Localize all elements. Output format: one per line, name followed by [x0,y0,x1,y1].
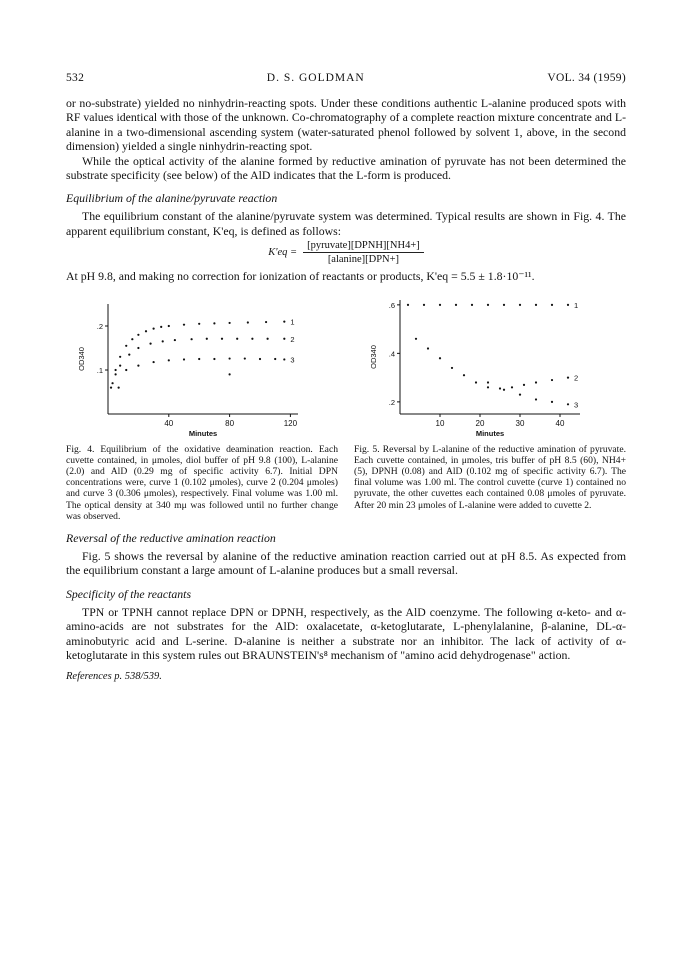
references-note: References p. 538/539. [66,670,162,682]
data-point [567,403,569,405]
section-heading-specificity: Specificity of the reactants [66,586,192,601]
page-number: 532 [66,72,85,84]
x-tick-label: 120 [283,418,298,428]
paragraph-2: While the optical activity of the alanine formed by reductive amination of pyruvate has not been determined the substrate specificity (see below) of the AlD indicates that the L-form is produced. [66,153,626,183]
y-axis-label: OD340 [369,344,378,369]
data-point [451,366,453,368]
y-tick-label: .4 [388,349,395,359]
data-point [162,340,164,342]
data-point [229,357,231,359]
x-tick-label: 10 [435,418,445,428]
data-point [137,364,139,366]
figure-5 [354,292,626,522]
figure-5-caption: Fig. 5. Reversal by L-alanine of the reductive amination of pyruvate. Each cuvette contained, in μmoles, tris buffer of pH 8.5 (60), NH4+ (5), DPNH (0.08) and AlD (0.102 mg of specific activity 6.7). The final volume was 1.00 ml. The control cuvette (curve 1) contained no pyruvate, the other cuvettes each contained 0.08 μmoles of pyruvate. After 20 min 23 μmoles of L-alanine were added to cuvette 2. [354,443,626,511]
figure-4-caption: Fig. 4. Equilibrium of the oxidative deamination reaction. Each cuvette contained, in μmoles, diol buffer of pH 9.8 (100), L-alanine (2.0) and AlD (0.29 mg of specific activity 6.7). Initial DPN concentrations were, curve 1 (0.102 μmoles), curve 2 (0.204 μmoles) and curve 3 (0.306 μmoles), respectively. Final volume was 1.00 ml. The optical density at 340 mμ was followed until no further change was observed. [66,443,338,522]
data-point [475,381,477,383]
paragraph-3: The equilibrium constant of the alanine/pyruvate system was determined. Typical results are shown in Fig. 4. The apparent equilibrium constant, K'eq, is defined as follows: [66,209,626,238]
equation-numerator: [pyruvate][DPNH][NH4+] [303,240,424,253]
data-point [535,303,537,305]
data-point [551,379,553,381]
y-tick-label: .1 [96,365,103,375]
data-point [523,383,525,385]
running-head-author: D. S. GOLDMAN [266,72,365,84]
data-point [160,325,162,327]
data-point [265,321,267,323]
data-point [115,373,117,375]
data-point [137,347,139,349]
data-point [567,303,569,305]
data-point [111,382,113,384]
data-point [110,386,112,388]
data-point [535,398,537,400]
data-point [283,337,285,339]
data-point [427,347,429,349]
series-label: 3 [574,399,579,409]
data-point [407,303,409,305]
series-label: 2 [574,373,579,383]
data-point [213,358,215,360]
series-label: 2 [290,334,295,344]
data-point [415,337,417,339]
data-point [487,381,489,383]
data-point [191,338,193,340]
data-point [131,338,133,340]
data-point [119,364,121,366]
data-point [503,388,505,390]
x-tick-label: 80 [225,418,235,428]
x-tick-label: 30 [515,418,525,428]
paragraph-1: or no-substrate) yielded no ninhydrin-reacting spots. Under these conditions authentic L-alanine produced spots with RF values identical with those of the unknown. Co-chromatography of a complete reaction mixture concentrate and L-alanine in a two-dimensional ascending system (water-saturated phenol followed by solvent 1, above, in the second dimension) yielded a single ninhydrin-reacting spot. [66,96,626,154]
section-heading-equilibrium: Equilibrium of the alanine/pyruvate reaction [66,191,278,206]
data-point [511,386,513,388]
data-point [471,303,473,305]
series-label: 1 [574,300,579,310]
y-tick-label: .2 [388,397,395,407]
data-point [221,337,223,339]
data-point [251,337,253,339]
data-point [168,359,170,361]
data-point [119,355,121,357]
data-point [463,374,465,376]
data-point [519,303,521,305]
data-point [487,303,489,305]
data-point [247,321,249,323]
data-point [229,373,231,375]
data-point [487,386,489,388]
x-axis-label: Minutes [475,428,505,438]
equilibrium-equation [66,240,626,265]
data-point [567,376,569,378]
data-point [125,369,127,371]
x-axis-label: Minutes [188,428,218,438]
data-point [149,342,151,344]
data-point [236,337,238,339]
data-point [125,344,127,346]
data-point [174,339,176,341]
equation-lhs: K'eq = [268,247,298,259]
page-header [66,72,626,84]
x-tick-label: 40 [555,418,565,428]
data-point [198,322,200,324]
section-heading-reversal: Reversal of the reductive amination reaction [66,531,276,546]
data-point [244,357,246,359]
journal-page [66,72,626,682]
data-point [213,322,215,324]
y-axis-label: OD340 [77,346,86,371]
figure-4 [66,292,338,522]
data-point [267,337,269,339]
data-point [153,361,155,363]
equation-denominator: [alanine][DPN+] [327,254,400,266]
data-point [128,353,130,355]
data-point [115,369,117,371]
data-point [423,303,425,305]
data-point [551,303,553,305]
data-point [551,400,553,402]
data-point [229,321,231,323]
data-point [499,387,501,389]
figure-4-chart [66,292,338,442]
data-point [439,303,441,305]
data-point [439,357,441,359]
y-tick-label: .2 [96,321,103,331]
data-point [153,327,155,329]
data-point [519,393,521,395]
figure-5-chart [354,292,626,442]
series-label: 1 [290,317,295,327]
data-point [183,358,185,360]
paragraph-5: Fig. 5 shows the reversal by alanine of the reductive amination reaction carried out at pH 8.5. As expected from the equilibrium constant a large amount of L-alanine produces but a small reversal. [66,549,626,578]
paragraph-4: At pH 9.8, and making no correction for ionization of reactants or products, K'eq = 5.5 ± 1.8·10⁻¹¹. [66,269,535,284]
data-point [206,337,208,339]
data-point [198,358,200,360]
data-point [145,330,147,332]
data-point [168,325,170,327]
data-point [283,320,285,322]
series-label: 3 [290,355,295,365]
data-point [183,323,185,325]
data-point [118,386,120,388]
data-point [259,358,261,360]
data-point [283,358,285,360]
volume-label: VOL. 34 (1959) [547,72,626,84]
x-tick-label: 40 [164,418,174,428]
data-point [503,303,505,305]
figures-row [66,292,626,522]
paragraph-6: TPN or TPNH cannot replace DPN or DPNH, respectively, as the AlD coenzyme. The following α-keto- and α-amino-acids are not substrates for the AlD: oxalacetate, α-ketoglutarate, L-phenylalanine, β-alanine, DL-α-aminobutyric acid and L-serine. D-alanine is neither a substrate nor an inhibitor. The lack of activity of α-ketoglutarate in this system rules out BRAUNSTEIN's⁸ mechanism of "amino acid dehydrogenase" action. [66,604,626,663]
data-point [535,381,537,383]
data-point [137,333,139,335]
data-point [274,358,276,360]
equation-fraction [303,240,424,265]
data-point [455,303,457,305]
y-tick-label: .6 [388,300,395,310]
x-tick-label: 20 [475,418,485,428]
